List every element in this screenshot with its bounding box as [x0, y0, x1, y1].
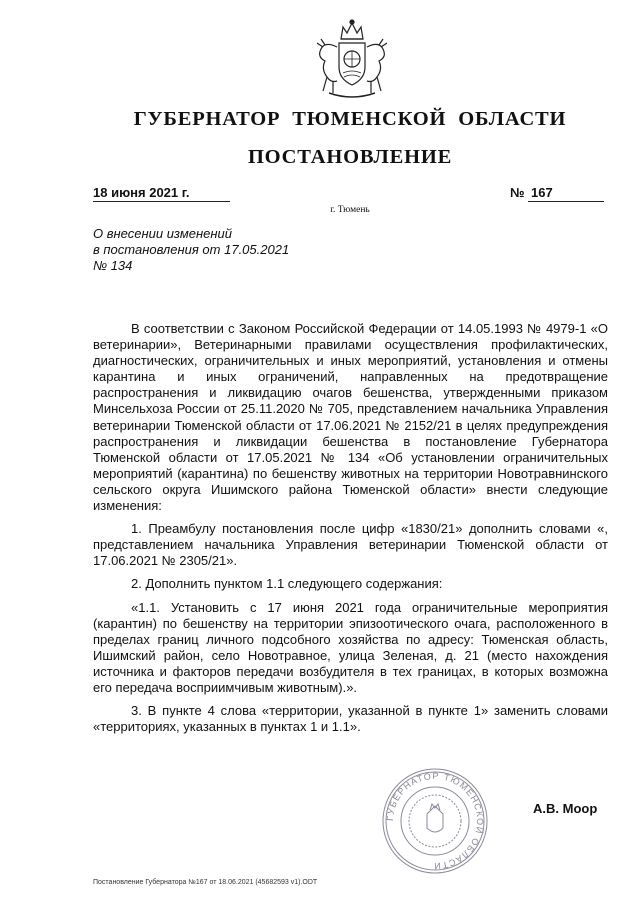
issue-city: г. Тюмень: [330, 205, 370, 215]
document-subject: [93, 226, 353, 274]
item-2-paragraph: 2. Дополнить пунктом 1.1 следующего содержания:: [131, 576, 443, 592]
issuing-authority-title: ГУБЕРНАТОР ТЮМЕНСКОЙ ОБЛАСТИ: [133, 108, 567, 130]
document-number-label: №: [510, 185, 525, 200]
document-body: [93, 321, 608, 735]
subject-line: № 134: [93, 258, 133, 273]
svg-text:ГУБЕРНАТОР ТЮМЕНСКОЙ ОБЛАСТИ: ГУБЕРНАТОР ТЮМЕНСКОЙ ОБЛАСТИ: [384, 770, 486, 872]
item-1-paragraph: 1. Преамбулу постановления после цифр «1830/21» дополнить словами «, представлением начальника Управления ветеринарии Тюменской области от 17.06.2021 № 2305/21».: [93, 521, 608, 569]
document-type-heading: ПОСТАНОВЛЕНИЕ: [247, 146, 453, 168]
document-date: 18 июня 2021 г.: [93, 185, 230, 202]
subject-line: в постановления от 17.05.2021: [93, 242, 290, 257]
item-3-paragraph: 3. В пункте 4 слова «территории, указанной в пункте 1» заменить словами «территориях, указанных в пунктах 1 и 1.1».: [93, 703, 608, 735]
preamble-paragraph: В соответствии с Законом Российской Федерации от 14.05.1993 № 4979-1 «О ветеринарии», Ветеринарными правилами осуществления профилактических, диагностических, ограничительных и иных мероприятий, установления и отмены карантина и иных ограничений, направленных на предотвращение распространения и ликвидацию очагов бешенства, утвержденными приказом Минсельхоза России от 25.11.2020 № 705, представлением начальника Управления ветеринарии Тюменской области от 17.06.2021 № 2152/21 в целях предупреждения распространения и ликвидации бешенства в постановление Губернатора Тюменской области от 17.05.2021 № 134 «Об установлении ограничительных мероприятий (карантина) по бешенству животных на территории Новотравнинского сельского округа Ишимского района Тюменской области» внести следующие изменения:: [93, 321, 608, 514]
subject-line: О внесении изменений: [93, 226, 232, 241]
document-number: 167: [528, 185, 604, 202]
footer-file-info: Постановление Губернатора №167 от 18.06.2021 (45682593 v1).ODT: [93, 879, 318, 886]
item-2-quote-paragraph: «1.1. Установить с 17 июня 2021 года ограничительные мероприятия (карантин) по бешенству на территории эпизоотического очага, расположенного в пределах границ личного подсобного хозяйства по адресу: Тюменская область, Ишимский район, село Новотравное, улица Зеленая, д. 21 (место нахождения источника и факторов передачи возбудителя в тех границах, в которых возможна его передача восприимчивым животным).».: [93, 599, 608, 695]
signatory-name: А.В. Моор: [533, 801, 598, 816]
official-seal-stamp: [380, 766, 490, 876]
coat-of-arms-emblem: [303, 17, 401, 103]
